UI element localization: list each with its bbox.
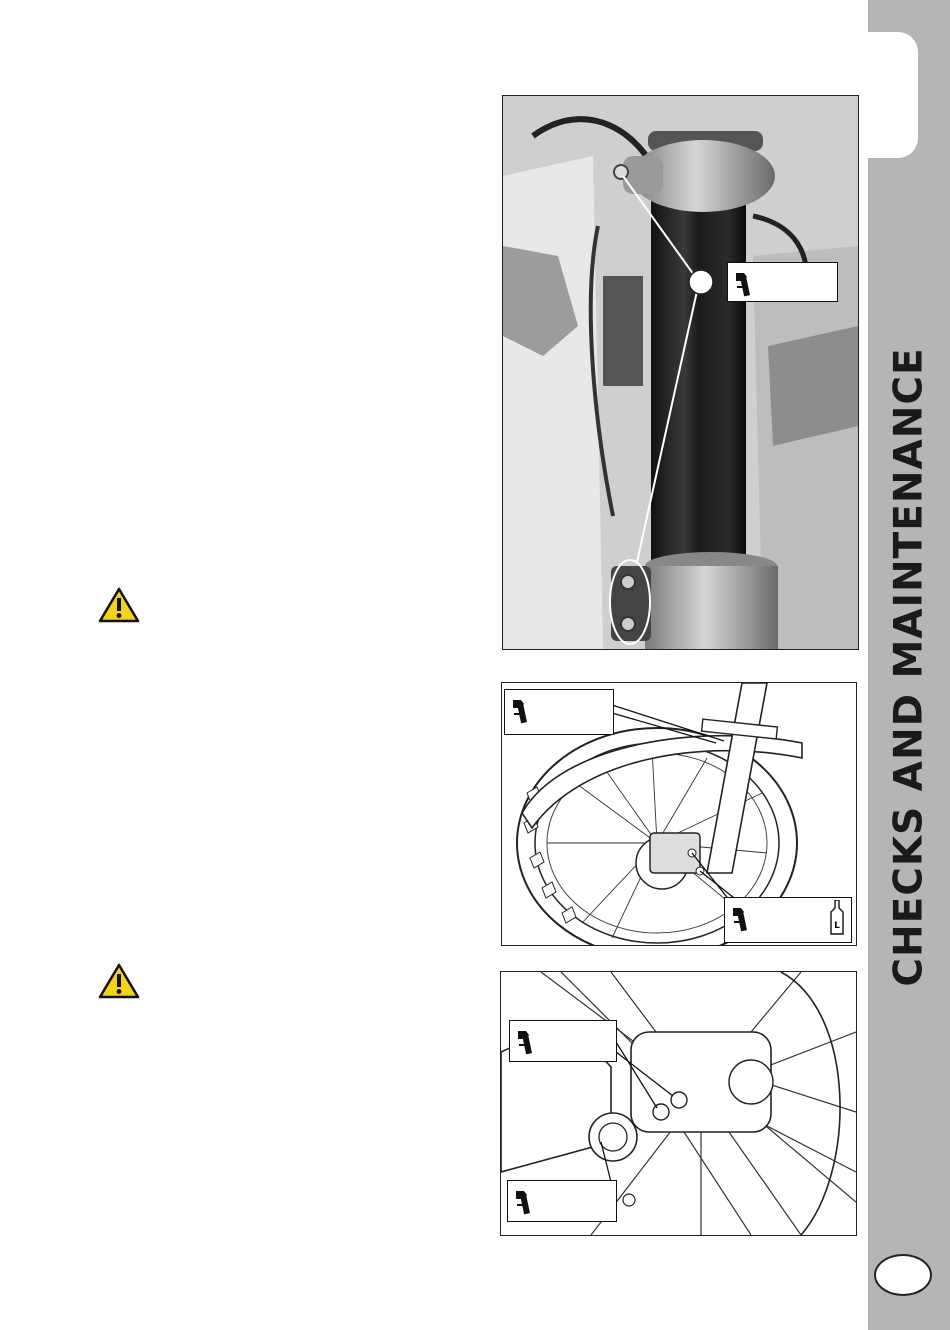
fork-photo-figure [502, 95, 859, 650]
torque-wrench-icon [514, 1025, 544, 1055]
torque-wrench-icon [509, 694, 539, 724]
torque-callout-caliper [724, 897, 852, 943]
fork-photo-illustration [503, 96, 858, 649]
section-title: CHECKS AND MAINTENANCE [886, 347, 932, 987]
threadlocker-label: L [834, 921, 840, 931]
page-number [874, 1254, 932, 1296]
torque-callout-fork [727, 262, 838, 302]
torque-callout-axle [507, 1180, 617, 1222]
torque-wrench-icon [512, 1185, 542, 1215]
warning-triangle-icon [98, 963, 140, 999]
sidebar-tab [868, 32, 918, 158]
torque-wrench-icon [732, 267, 762, 297]
threadlocker-bottle-icon [829, 900, 845, 936]
warning-triangle-icon [98, 587, 140, 623]
wheel-axle-figure [500, 971, 857, 1236]
torque-callout-fender [504, 689, 614, 735]
torque-callout-clamp [509, 1020, 617, 1062]
torque-wrench-icon [729, 902, 759, 932]
front-wheel-figure [501, 682, 857, 946]
